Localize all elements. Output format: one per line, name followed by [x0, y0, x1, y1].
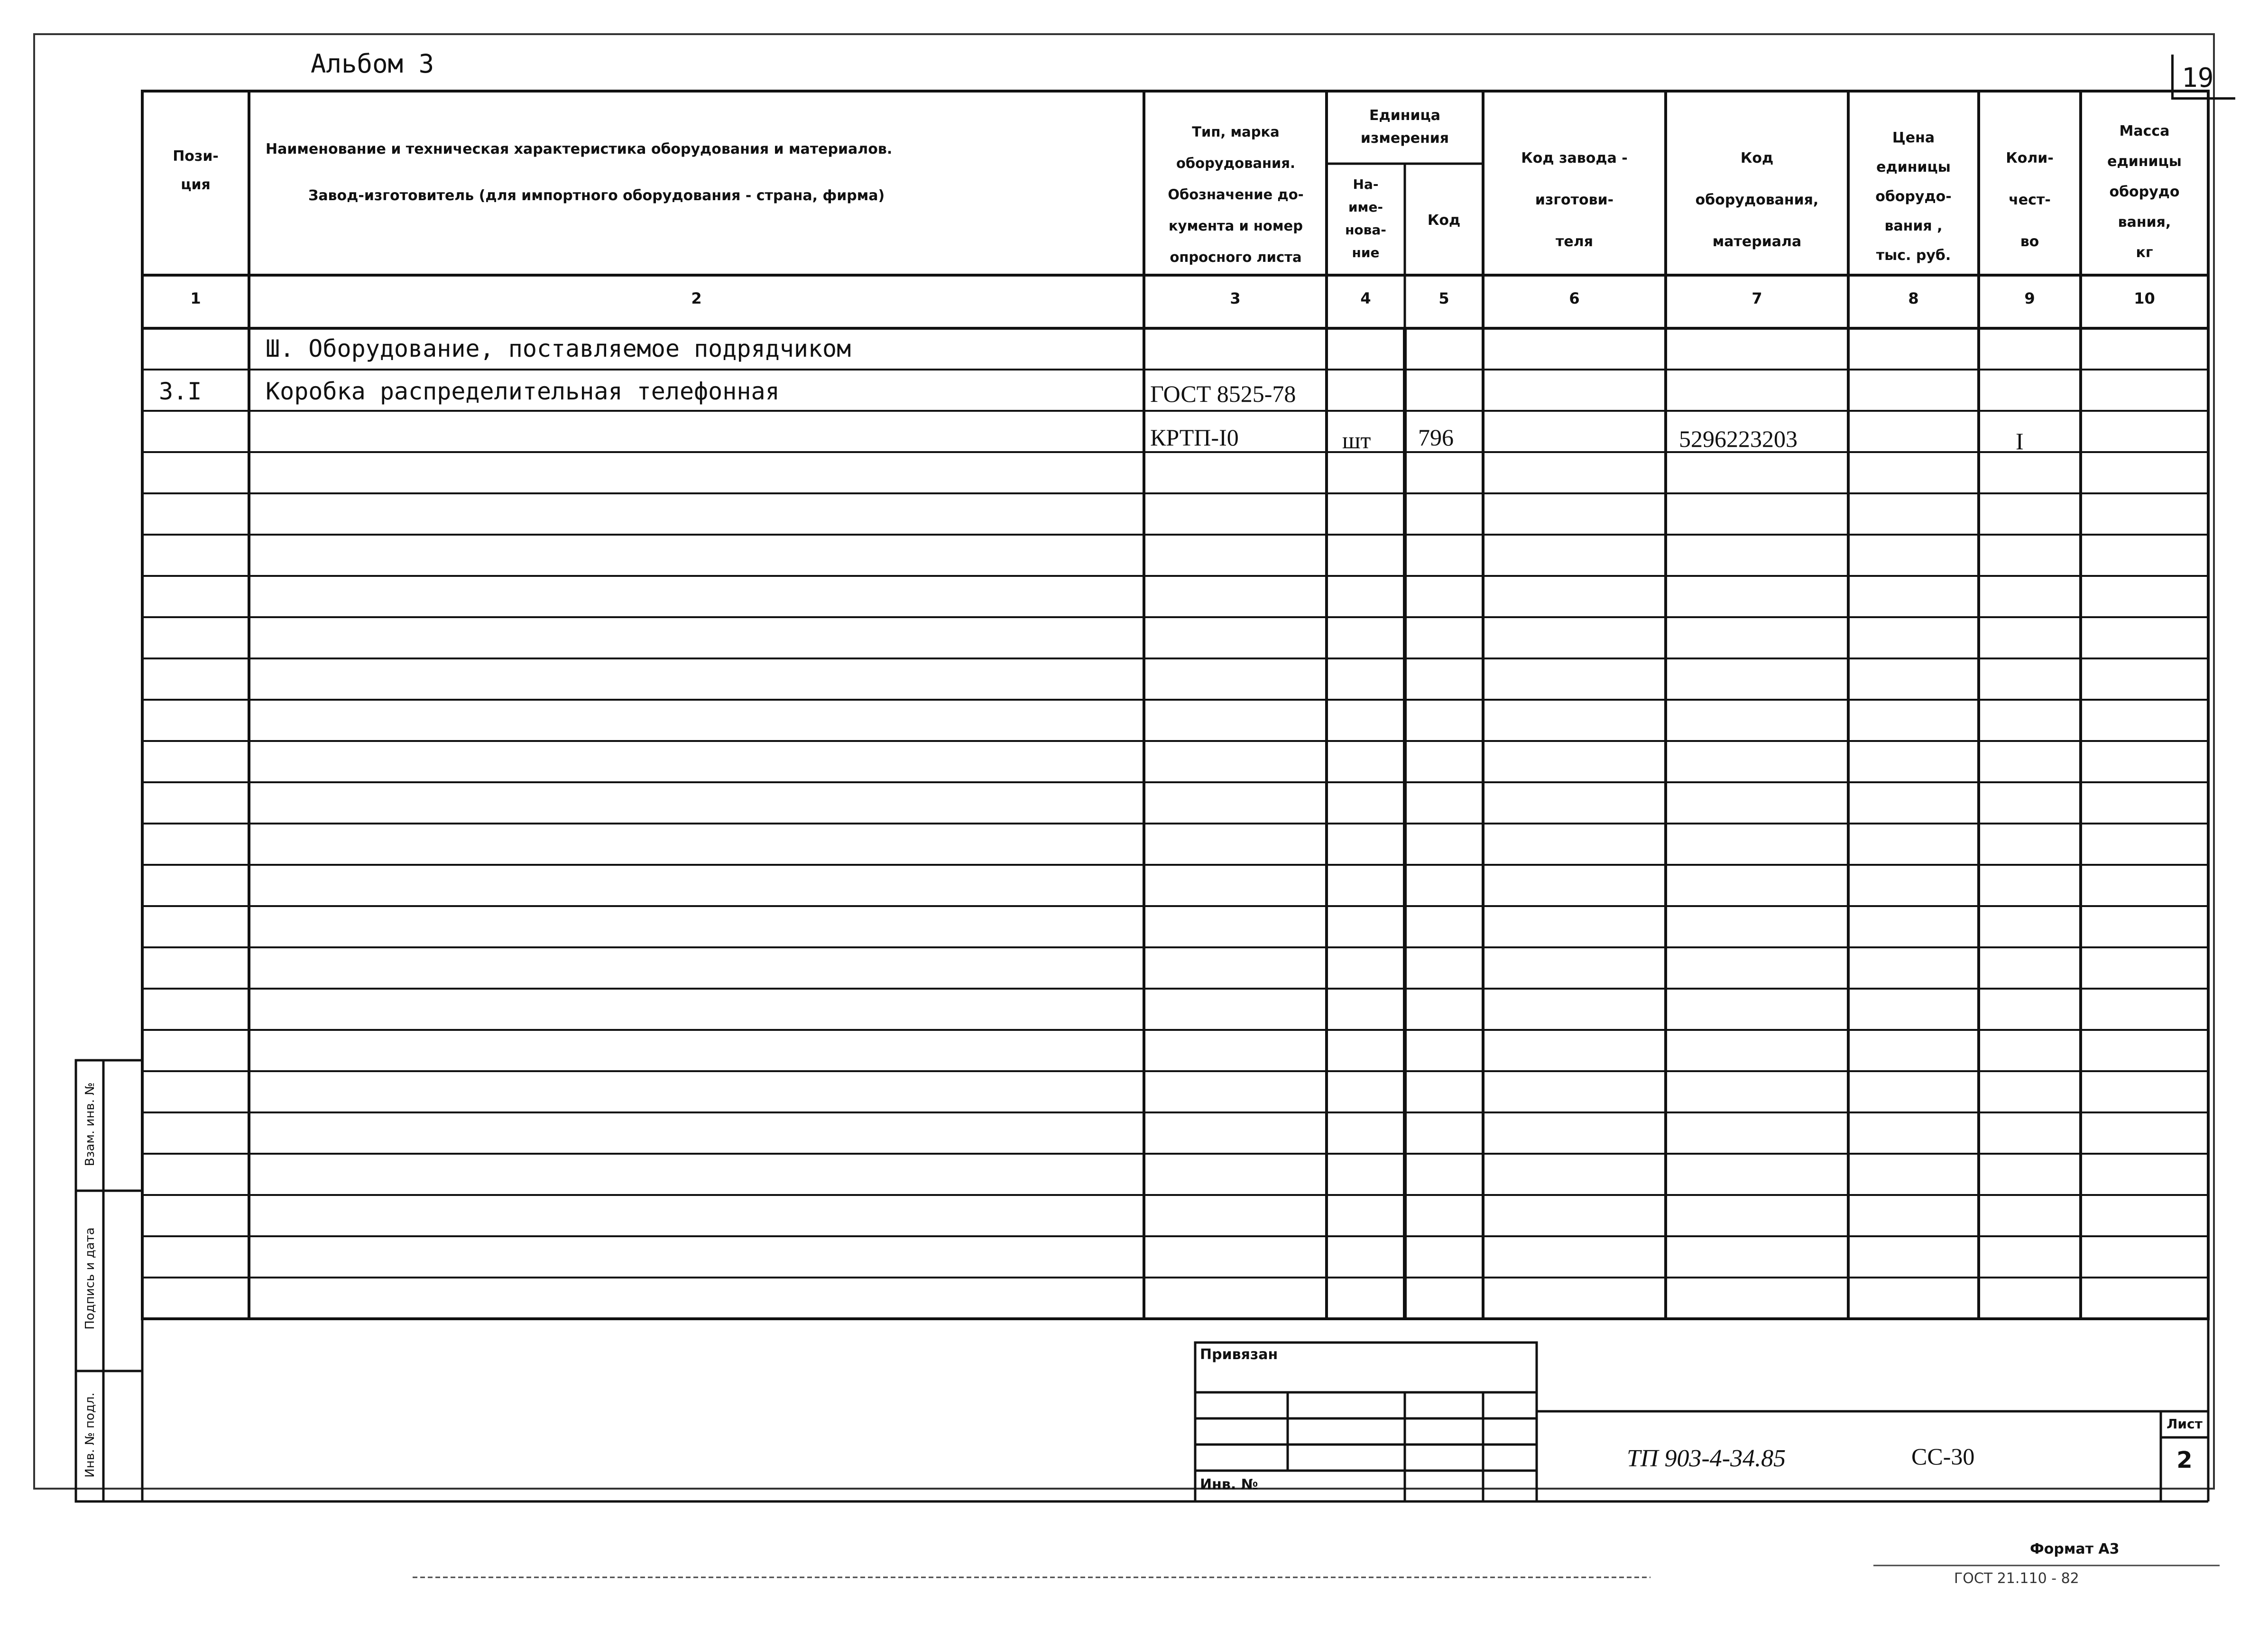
header-mass: Масса единицы оборудо вания, кг: [2107, 123, 2182, 261]
sheet-number: 2: [2176, 1447, 2193, 1473]
header-type: Тип, марка оборудования. Обозначение до- кумента и номер опросного листа: [1168, 124, 1304, 265]
header-plant-code: Код завода - изготови- теля: [1521, 150, 1628, 250]
row-3-unit-code: 796: [1418, 424, 1454, 451]
header-unit-group: Единица измерения: [1360, 107, 1449, 147]
sheet-label: Лист: [2167, 1416, 2203, 1432]
title-block-inv-no: Инв. №: [1200, 1476, 1258, 1493]
header-unit-code: Код: [1427, 212, 1461, 229]
footer-standard: ГОСТ 21.110 - 82: [1954, 1570, 2079, 1587]
col-number-7: 7: [1752, 289, 1762, 307]
col-number-10: 10: [2134, 289, 2155, 307]
row-3-unit: шт: [1342, 427, 1371, 454]
row-2-type: ГОСТ 8525-78: [1150, 380, 1296, 407]
col-number-6: 6: [1569, 289, 1580, 307]
header-equip-code: Код оборудования, материала: [1695, 150, 1819, 250]
header-name-line2: Завод-изготовитель (для импортного оборудования - страна, фирма): [308, 187, 885, 204]
row-3-type: КРТП-I0: [1150, 424, 1239, 451]
page-number: 19: [2182, 63, 2214, 93]
row-2-position: 3.I: [159, 378, 202, 405]
col-number-9: 9: [2024, 289, 2035, 307]
document-code: ТП 903-4-34.85: [1627, 1445, 1786, 1472]
album-label: Альбом 3: [311, 49, 434, 79]
title-block-privyazan: Привязан: [1200, 1346, 1278, 1363]
document-suffix: СС-30: [1911, 1443, 1975, 1470]
header-position: Пози- ция: [173, 148, 219, 193]
col-number-3: 3: [1230, 289, 1241, 307]
header-unit-name: На- име- нова- ние: [1345, 176, 1386, 260]
header-price: Цена единицы оборудо- вания , тыс. руб.: [1875, 130, 1952, 264]
col-number-4: 4: [1360, 289, 1371, 307]
section-heading-row: Ш. Оборудование, поставляемое подрядчиком: [266, 335, 851, 362]
header-quantity: Коли- чест- во: [2006, 150, 2054, 250]
row-2-name: Коробка распределительная телефонная: [266, 378, 780, 405]
col-number-1: 1: [190, 289, 201, 307]
footer-format: Формат А3: [2030, 1541, 2120, 1557]
row-3-quantity: I: [2016, 428, 2024, 454]
col-number-5: 5: [1438, 289, 1449, 307]
side-stamp-vzam-inv: Взам. инв. №: [83, 1082, 97, 1167]
col-number-8: 8: [1908, 289, 1919, 307]
side-stamp-podpis-data: Подпись и дата: [83, 1227, 97, 1330]
col-number-2: 2: [691, 289, 702, 307]
side-stamp-inv-podl: Инв. № подл.: [83, 1392, 97, 1478]
row-3-equipment-code: 5296223203: [1679, 426, 1798, 452]
header-name-line1: Наименование и техническая характеристика оборудования и материалов.: [266, 141, 893, 157]
